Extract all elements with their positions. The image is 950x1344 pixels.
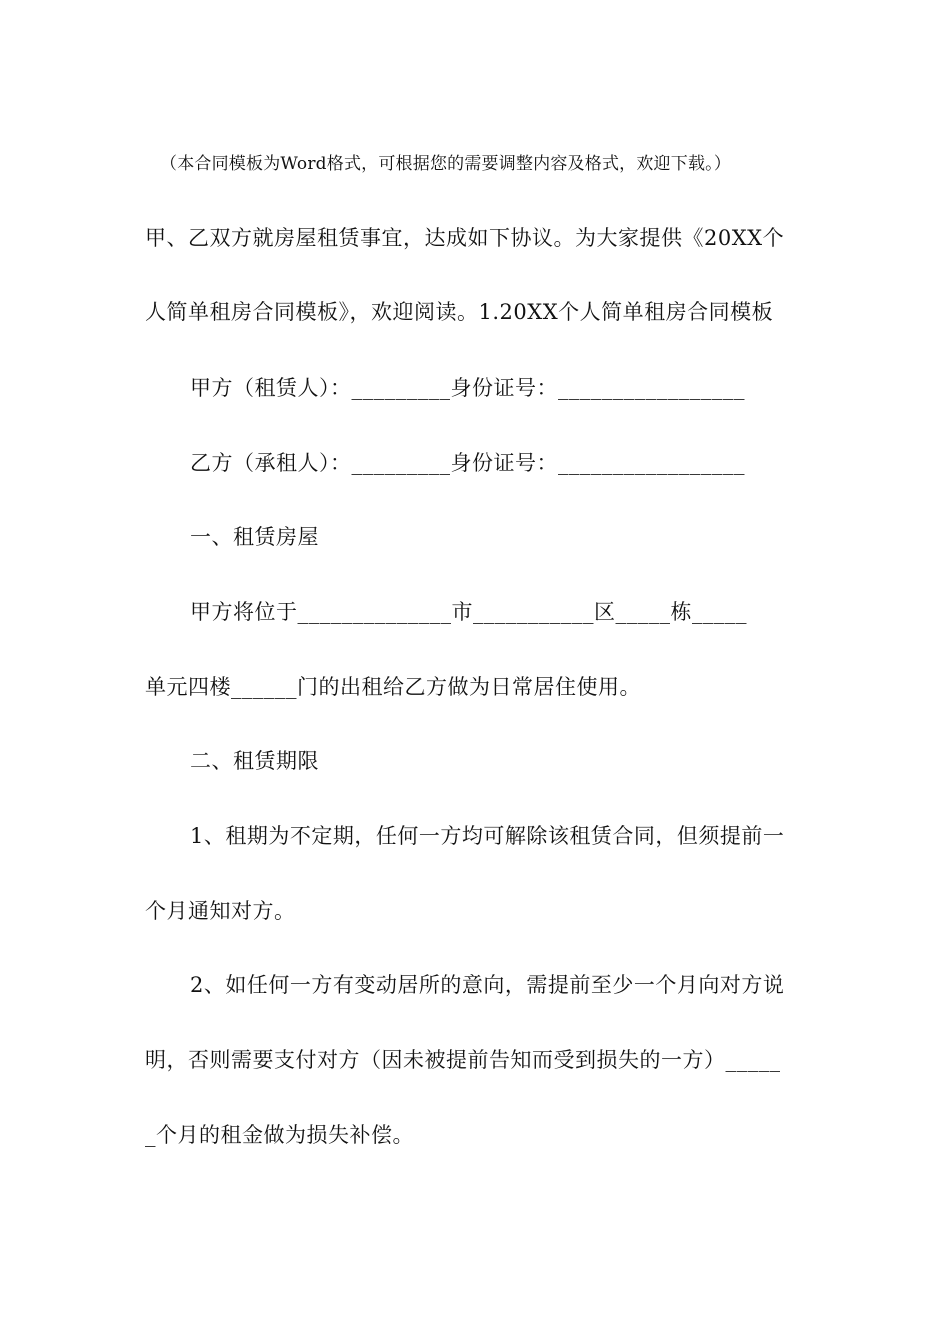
term-clause-2-line-3: _个月的租金做为损失补偿。 xyxy=(145,1123,414,1147)
party-a-line: 甲方（租赁人）：_________身份证号：_________________ xyxy=(190,376,745,400)
section-heading-term: 二、租赁期限 xyxy=(190,749,319,773)
intro-line-1: 甲、乙双方就房屋租赁事宜，达成如下协议。为大家提供《20XX个 xyxy=(145,226,785,250)
intro-line-2: 人简单租房合同模板》，欢迎阅读。1.20XX个人简单租房合同模板 xyxy=(145,300,774,324)
term-clause-2-line-1: 2、如任何一方有变动居所的意向，需提前至少一个月向对方说 xyxy=(190,973,785,997)
section-heading-property: 一、租赁房屋 xyxy=(190,525,319,549)
term-clause-1-line-2: 个月通知对方。 xyxy=(145,899,296,923)
property-location-line-2: 单元四楼______门的出租给乙方做为日常居住使用。 xyxy=(145,675,641,699)
property-location-line-1: 甲方将位于______________市___________区_____栋_____ xyxy=(190,600,747,624)
term-clause-1-line-1: 1、租期为不定期，任何一方均可解除该租赁合同，但须提前一 xyxy=(190,824,785,848)
template-note: （本合同模板为Word格式，可根据您的需要调整内容及格式，欢迎下载。） xyxy=(160,154,732,174)
party-b-line: 乙方（承租人）：_________身份证号：_________________ xyxy=(190,451,745,475)
term-clause-2-line-2: 明，否则需要支付对方（因未被提前告知而受到损失的一方）_____ xyxy=(145,1048,781,1072)
